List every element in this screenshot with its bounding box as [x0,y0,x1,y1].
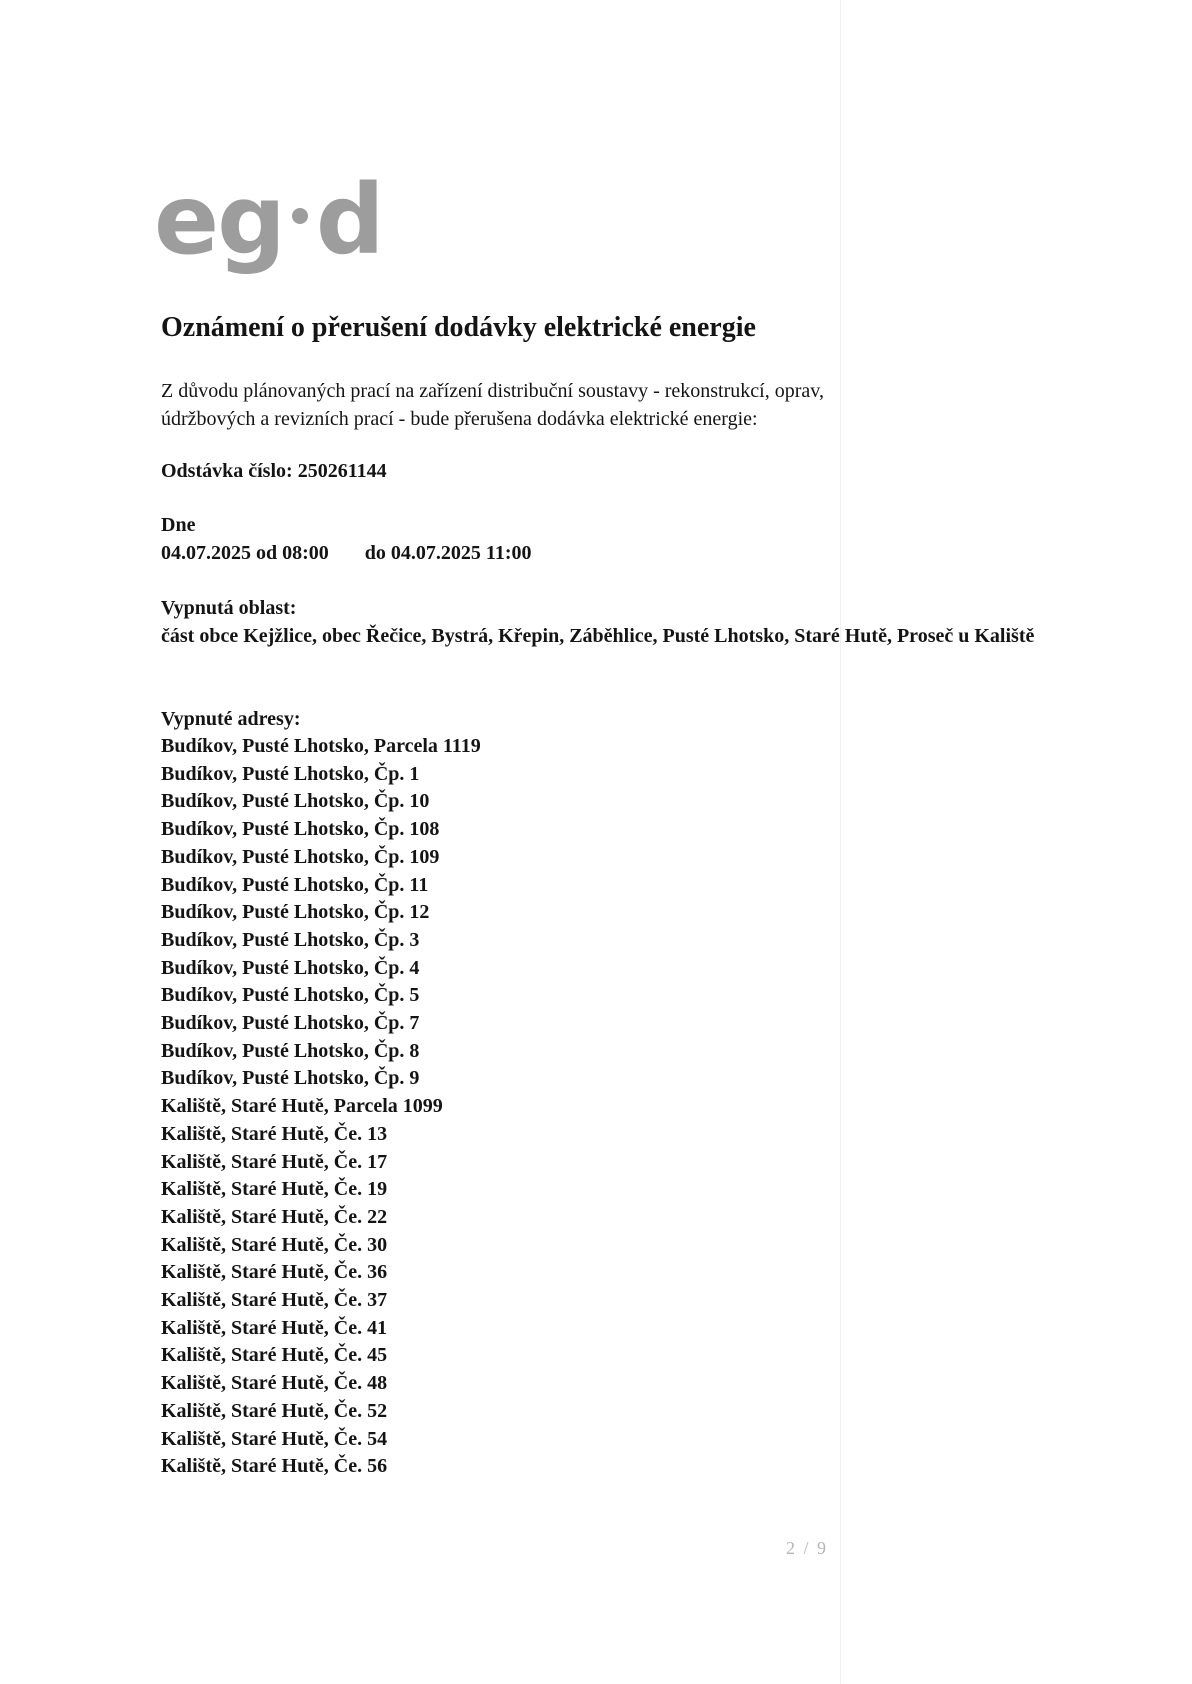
address-item: Budíkov, Pusté Lhotsko, Čp. 3 [161,928,420,951]
address-item: Budíkov, Pusté Lhotsko, Parcela 1119 [161,735,481,757]
address-item: Kaliště, Staré Hutě, Če. 41 [161,1316,388,1339]
address-item: Budíkov, Pusté Lhotsko, Čp. 9 [161,1067,420,1090]
outage-date [161,511,531,567]
address-item: Budíkov, Pusté Lhotsko, Čp. 108 [161,818,440,841]
address-item: Kaliště, Staré Hutě, Če. 45 [161,1344,388,1367]
address-item: Kaliště, Staré Hutě, Če. 54 [161,1427,388,1450]
area-label: Vypnutá oblast: [161,597,297,619]
address-item: Budíkov, Pusté Lhotsko, Čp. 11 [161,873,429,896]
address-item: Budíkov, Pusté Lhotsko, Čp. 7 [161,1012,420,1035]
address-item: Budíkov, Pusté Lhotsko, Čp. 1 [161,762,420,785]
page-number: 2 / 9 [786,1538,829,1558]
address-item: Kaliště, Staré Hutě, Parcela 1099 [161,1095,443,1118]
address-item: Kaliště, Staré Hutě, Če. 37 [161,1289,388,1312]
day-range [161,539,531,567]
address-item: Budíkov, Pusté Lhotsko, Čp. 8 [161,1039,420,1062]
address-item: Kaliště, Staré Hutě, Če. 13 [161,1122,388,1145]
intro-line-2: údržbových a revizních prací - bude přerušena dodávka elektrické energie: [161,408,758,430]
intro-line-1: Z důvodu plánovaných prací na zařízení distribuční soustavy - rekonstrukcí, oprav, [161,380,824,402]
address-item: Kaliště, Staré Hutě, Če. 19 [161,1178,388,1201]
address-item: Kaliště, Staré Hutě, Če. 30 [161,1233,388,1256]
outage-value: 250261144 [297,460,387,482]
area-text: část obce Kejžlice, obec Řečice, Bystrá, Křepin, Záběhlice, Pusté Lhotsko, Staré Hutě, Proseč u Kaliště [161,625,1035,647]
address-item: Kaliště, Staré Hutě, Če. 52 [161,1399,388,1422]
address-list [161,733,481,1481]
day-label: Dne [161,514,196,536]
address-item: Budíkov, Pusté Lhotsko, Čp. 5 [161,984,420,1007]
address-item: Kaliště, Staré Hutě, Če. 56 [161,1455,388,1478]
outage-area [161,594,1111,650]
outage-label: Odstávka číslo: [161,460,293,482]
logo-left-text: eg [154,164,284,276]
address-item: Kaliště, Staré Hutě, Če. 48 [161,1372,388,1395]
address-item: Kaliště, Staré Hutě, Če. 17 [161,1150,388,1173]
logo-dot-icon [292,208,308,224]
outage-addresses [161,705,481,1481]
addresses-label: Vypnuté adresy: [161,708,301,730]
address-item: Budíkov, Pusté Lhotsko, Čp. 12 [161,901,430,924]
day-from: 04.07.2025 od 08:00 [161,542,329,564]
address-item: Kaliště, Staré Hutě, Če. 36 [161,1261,388,1284]
intro-paragraph [161,377,941,433]
day-to: do 04.07.2025 11:00 [364,542,532,564]
address-item: Budíkov, Pusté Lhotsko, Čp. 10 [161,790,430,813]
outage-number [161,457,387,485]
logo-right-text: d [315,164,383,276]
egd-logo [154,160,383,280]
scan-artifact-line [840,0,841,1684]
address-item: Budíkov, Pusté Lhotsko, Čp. 109 [161,845,440,868]
address-item: Kaliště, Staré Hutě, Če. 22 [161,1205,388,1228]
address-item: Budíkov, Pusté Lhotsko, Čp. 4 [161,956,420,979]
document-title: Oznámení o přerušení dodávky elektrické energie [161,312,756,343]
